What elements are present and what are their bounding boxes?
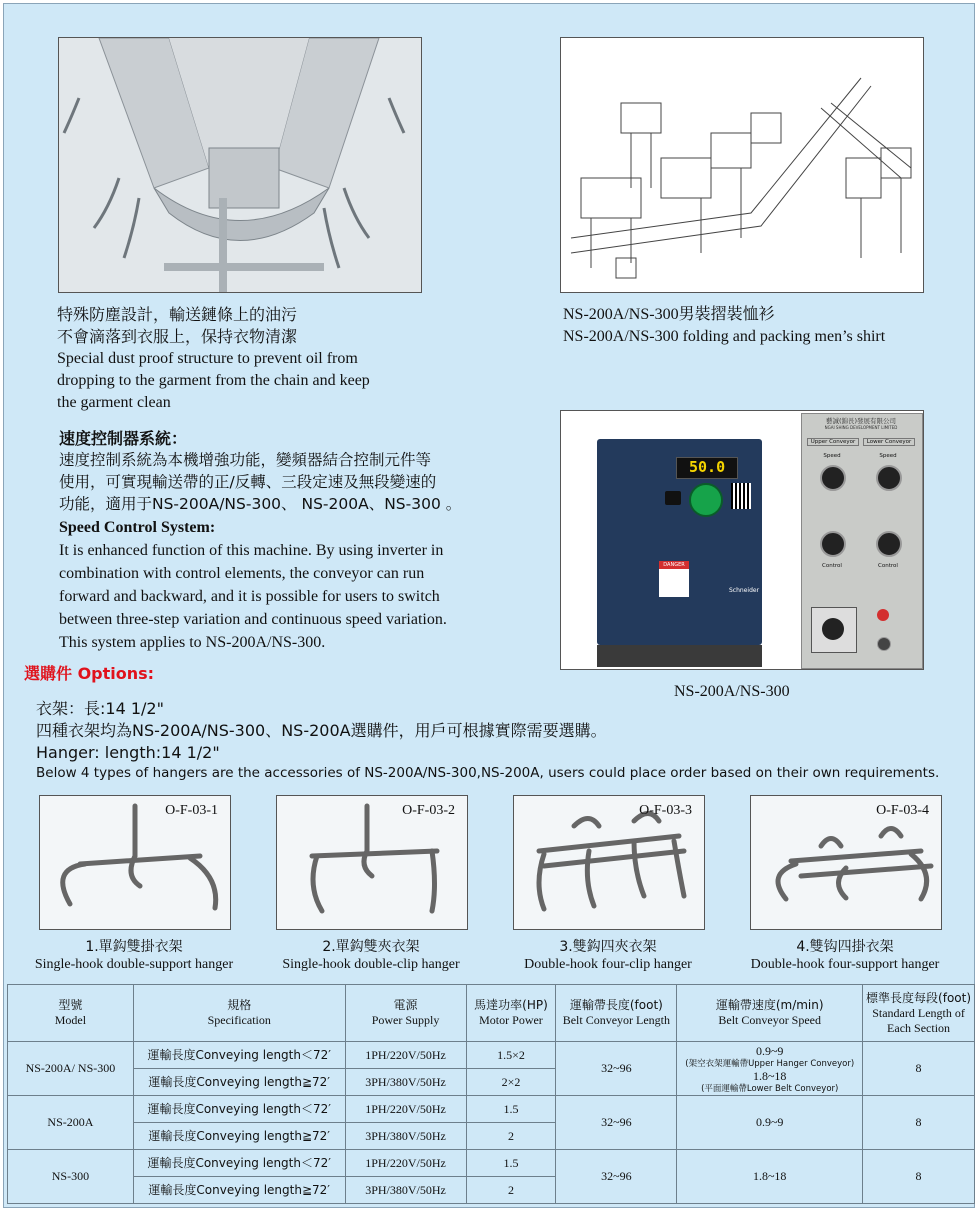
dust-proof-caption-en-3: the garment clean — [57, 394, 171, 411]
hanger-caption-en-4: Double-hook four-support hanger — [750, 957, 940, 972]
dust-proof-caption-zh-2: 不會滴落到衣服上，保持衣物清潔 — [57, 327, 298, 346]
cell-belt-speed: 0.9~9 — [677, 1096, 863, 1150]
speed-title-en: Speed Control System: — [59, 519, 216, 536]
hanger-code: O-F-03-4 — [876, 803, 929, 818]
cell-belt-length: 32~96 — [556, 1150, 677, 1204]
upper-conveyor-label: Upper Conveyor — [807, 438, 859, 446]
cell-spec: 運輸長度Conveying length＜72′ — [133, 1096, 345, 1123]
main-switch-knob — [822, 618, 844, 640]
cell-spec: 運輸長度Conveying length＜72′ — [133, 1042, 345, 1069]
cell-power: 1PH/220V/50Hz — [345, 1096, 466, 1123]
spec-table — [7, 984, 975, 1204]
speed-en-5: This system applies to NS-200A/NS-300. — [59, 634, 326, 651]
header-standard-length: 標準長度每段(foot) Standard Length of Each Section — [863, 985, 975, 1042]
cell-spec: 運輸長度Conveying length≧72′ — [133, 1123, 345, 1150]
cell-standard-length: 8 — [863, 1096, 975, 1150]
hanger-caption-zh-4: 4.雙钩四掛衣架 — [796, 939, 894, 955]
upper-speed-label: Speed — [823, 453, 841, 459]
cell-power: 1PH/220V/50Hz — [345, 1150, 466, 1177]
inverter-green-button — [689, 483, 723, 517]
header-spec: 規格 Specification — [133, 985, 345, 1042]
cell-belt-speed: 0.9~9 (架空衣架運輸帶Upper Hanger Conveyor) 1.8~18 (平面運輸帶Lower Belt Conveyor) — [677, 1042, 863, 1096]
hanger-code: O-F-03-2 — [402, 803, 455, 818]
hanger-caption-zh-3: 3.雙鈎四夾衣架 — [559, 939, 657, 955]
hanger-code: O-F-03-1 — [165, 803, 218, 818]
production-line-drawing — [560, 37, 924, 293]
table-row — [8, 1042, 975, 1069]
header-model: 型號 Model — [8, 985, 134, 1042]
cell-power: 3PH/380V/50Hz — [345, 1177, 466, 1204]
hanger-photo-4 — [750, 795, 942, 930]
hanger-caption-en-2: Single-hook double-clip hanger — [282, 957, 460, 972]
upper-control-label: Control — [822, 563, 842, 569]
emergency-button[interactable] — [877, 637, 891, 651]
cell-motor: 2 — [466, 1123, 556, 1150]
cell-standard-length: 8 — [863, 1150, 975, 1204]
controller-caption: NS-200A/NS-300 — [674, 683, 790, 700]
options-line-en-1: Hanger: length:14 1/2" — [36, 743, 220, 762]
dust-proof-photo — [58, 37, 422, 293]
hanger-code: O-F-03-3 — [639, 803, 692, 818]
table-header-row — [8, 985, 975, 1042]
speed-en-3: forward and backward, and it is possible for users to switch — [59, 588, 440, 605]
header-belt-speed: 運輸帶速度(m/min) Belt Conveyor Speed — [677, 985, 863, 1042]
speed-en-1: It is enhanced function of this machine. By using inverter in — [59, 542, 444, 559]
cell-power: 1PH/220V/50Hz — [345, 1042, 466, 1069]
speed-controller-photo — [560, 410, 924, 670]
options-line-en-2: Below 4 types of hangers are the accessories of NS-200A/NS-300,NS-200A, users could place order based on their own requirements. — [36, 765, 940, 781]
lower-speed-label: Speed — [879, 453, 897, 459]
brochure-page — [3, 3, 975, 1208]
cell-belt-speed: 1.8~18 — [677, 1150, 863, 1204]
speed-en-4: between three-step variation and continuous speed variation. — [59, 611, 447, 628]
dust-proof-caption-en-1: Special dust proof structure to prevent oil from — [57, 350, 358, 367]
header-power: 電源 Power Supply — [345, 985, 466, 1042]
cell-spec: 運輸長度Conveying length≧72′ — [133, 1177, 345, 1204]
line-drawing-caption-1: NS-200A/NS-300男裝摺裝恤衫 — [563, 306, 775, 323]
qr-code — [731, 483, 751, 509]
speed-title-zh: 速度控制器系統： — [59, 429, 188, 448]
control-panel-company-en: NGAI SHING DEVELOPMENT LIMITED — [824, 425, 898, 430]
cell-motor: 2×2 — [466, 1069, 556, 1096]
cell-spec: 運輸長度Conveying length≧72′ — [133, 1069, 345, 1096]
lower-speed-knob[interactable] — [876, 465, 902, 491]
options-line-zh-1: 衣架：長:14 1/2" — [36, 699, 164, 718]
cell-motor: 1.5×2 — [466, 1042, 556, 1069]
hanger-caption-en-1: Single-hook double-support hanger — [34, 957, 234, 972]
cell-motor: 1.5 — [466, 1150, 556, 1177]
cell-model: NS-200A/ NS-300 — [8, 1042, 134, 1096]
options-line-zh-2: 四種衣架均為NS-200A/NS-300、NS-200A選購件，用戶可根據實際需要選購。 — [36, 721, 607, 740]
upper-speed-knob[interactable] — [820, 465, 846, 491]
dust-proof-caption-zh-1: 特殊防塵設計，輸送鏈條上的油污 — [57, 305, 298, 324]
control-panel-company: 藝誠(錦長)發展有限公司 — [825, 417, 897, 425]
cell-motor: 1.5 — [466, 1096, 556, 1123]
cell-power: 3PH/380V/50Hz — [345, 1069, 466, 1096]
hanger-photo-3 — [513, 795, 705, 930]
inverter-display-value: 50.0 — [689, 458, 726, 476]
speed-zh-1: 速度控制系統為本機增強功能，變頻器結合控制元件等 — [59, 451, 432, 469]
cell-motor: 2 — [466, 1177, 556, 1204]
speed-zh-3: 功能，適用于NS-200A/NS-300、 NS-200A、NS-300 。 — [59, 495, 462, 513]
table-row — [8, 1150, 975, 1177]
hanger-caption-zh-1: 1.單鈎雙掛衣架 — [85, 939, 183, 955]
danger-label-text: DANGER — [663, 562, 685, 568]
header-belt-length: 運輸帶長度(foot) Belt Conveyor Length — [556, 985, 677, 1042]
power-indicator — [877, 609, 889, 621]
hanger-photo-2 — [276, 795, 468, 930]
lower-conveyor-label: Lower Conveyor — [863, 438, 915, 446]
cell-model: NS-300 — [8, 1150, 134, 1204]
dust-proof-caption-en-2: dropping to the garment from the chain and keep — [57, 372, 370, 389]
table-row — [8, 1096, 975, 1123]
hanger-caption-en-3: Double-hook four-clip hanger — [524, 957, 692, 972]
hanger-caption-zh-2: 2.單鈎雙夾衣架 — [322, 939, 420, 955]
lower-control-label: Control — [878, 563, 898, 569]
cell-model: NS-200A — [8, 1096, 134, 1150]
upper-direction-switch[interactable] — [820, 531, 846, 557]
options-title: 選購件 Options: — [24, 664, 155, 683]
header-motor: 馬達功率(HP) Motor Power — [466, 985, 556, 1042]
speed-zh-2: 使用，可實現輸送帶的正/反轉、三段定速及無段變速的 — [59, 473, 437, 491]
cell-belt-length: 32~96 — [556, 1096, 677, 1150]
lower-direction-switch[interactable] — [876, 531, 902, 557]
cell-standard-length: 8 — [863, 1042, 975, 1096]
hanger-photo-1 — [39, 795, 231, 930]
speed-en-2: combination with control elements, the conveyor can run — [59, 565, 425, 582]
inverter-bottom — [597, 645, 762, 667]
inverter-esc-button — [665, 491, 681, 505]
cell-spec: 運輸長度Conveying length＜72′ — [133, 1150, 345, 1177]
cell-power: 3PH/380V/50Hz — [345, 1123, 466, 1150]
inverter-brand: Schneider — [729, 587, 760, 594]
cell-belt-length: 32~96 — [556, 1042, 677, 1096]
line-drawing-caption-2: NS-200A/NS-300 folding and packing men’s shirt — [563, 328, 886, 345]
